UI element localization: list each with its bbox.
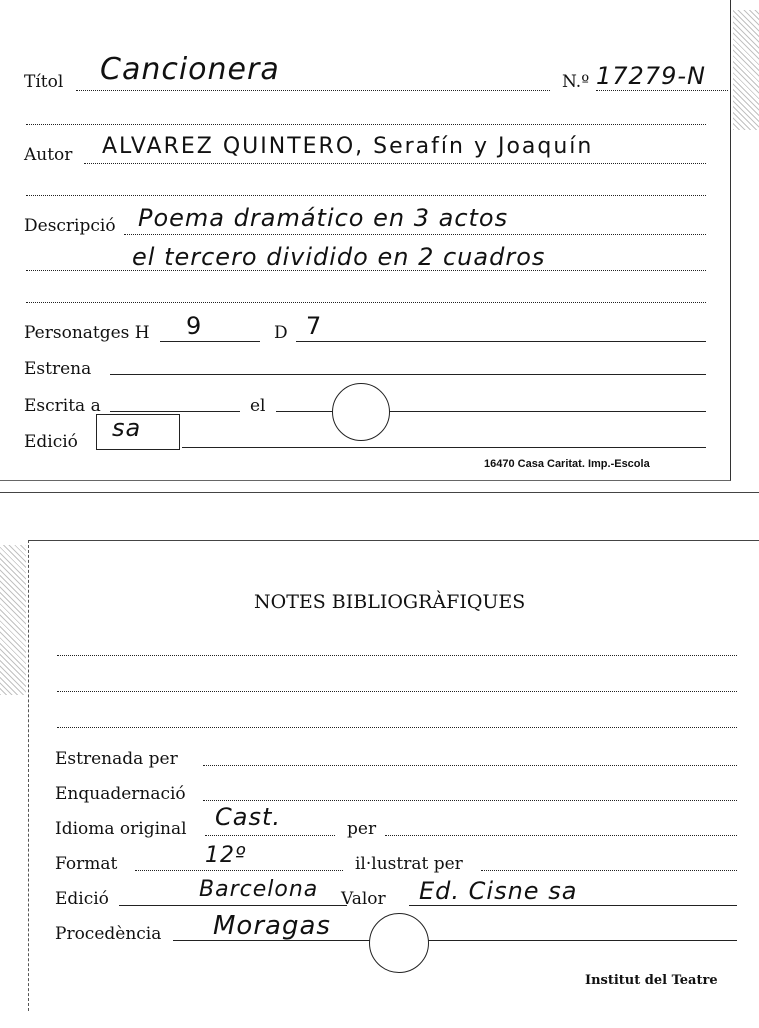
personatges-h-value: 9 xyxy=(186,312,203,340)
edicio-label-2: Edició xyxy=(55,889,109,909)
procedencia-value: Moragas xyxy=(213,911,331,941)
blank-line xyxy=(57,691,737,692)
titol-line xyxy=(76,90,550,91)
procedencia-label: Procedència xyxy=(55,924,162,944)
edicio-line-2 xyxy=(119,905,347,906)
per-line xyxy=(385,835,737,836)
notes-card xyxy=(28,540,759,1011)
autor-line xyxy=(84,163,706,164)
stamp-circle xyxy=(332,383,390,441)
il-lustrat-line xyxy=(481,870,737,871)
edicio-value: sa xyxy=(112,414,142,442)
descripcio-line1: Poema dramático en 3 actos xyxy=(138,204,509,232)
format-label: Format xyxy=(55,854,118,874)
per-label: per xyxy=(347,819,377,839)
valor-line xyxy=(409,905,737,906)
personatges-d-line xyxy=(296,341,706,342)
catalog-card xyxy=(0,0,731,481)
enquadernacio-label: Enquadernació xyxy=(55,784,186,804)
notes-heading: NOTES BIBLIOGRÀFIQUES xyxy=(254,591,526,613)
format-value: 12º xyxy=(205,843,247,868)
blank-line xyxy=(26,195,706,196)
titol-value: Cancionera xyxy=(100,52,280,87)
idioma-line xyxy=(205,835,335,836)
valor-value: Ed. Cisne sa xyxy=(419,877,578,905)
estrena-line xyxy=(110,374,706,375)
blank-line xyxy=(57,655,737,656)
estrenada-line xyxy=(203,765,737,766)
edicio-label: Edició xyxy=(24,432,78,452)
escrita-el-label: el xyxy=(250,396,266,416)
valor-label: Valor xyxy=(341,889,386,909)
personatges-h-line xyxy=(160,341,260,342)
blank-line xyxy=(26,302,706,303)
numero-label: N.º xyxy=(562,72,590,92)
idioma-value: Cast. xyxy=(215,803,282,831)
separator-line xyxy=(0,492,759,493)
idioma-label: Idioma original xyxy=(55,819,187,839)
escrita-label: Escrita a xyxy=(24,396,101,416)
personatges-label: Personatges H xyxy=(24,323,150,343)
format-line xyxy=(135,870,343,871)
estrena-label: Estrena xyxy=(24,359,92,379)
autor-value: ALVAREZ QUINTERO, Serafín y Joaquín xyxy=(102,134,594,159)
printer-imprint: 16470 Casa Caritat. Imp.-Escola xyxy=(484,458,650,470)
descripcio-label: Descripció xyxy=(24,216,116,236)
numero-value: 17279-N xyxy=(596,62,706,90)
blank-line xyxy=(26,124,706,125)
paper-speckle xyxy=(733,10,759,130)
blank-line xyxy=(57,727,737,728)
numero-line xyxy=(596,90,728,91)
enquadernacio-line xyxy=(203,800,737,801)
edicio-value-2: Barcelona xyxy=(199,877,319,902)
il-lustrat-label: il·lustrat per xyxy=(355,854,463,874)
institut-label: Institut del Teatre xyxy=(585,973,718,988)
paper-speckle xyxy=(0,545,26,695)
descripcio-line xyxy=(124,234,706,235)
escrita-a-line xyxy=(110,411,240,412)
stamp-circle xyxy=(369,913,429,973)
personatges-d-label: D xyxy=(274,323,288,343)
estrenada-label: Estrenada per xyxy=(55,749,178,769)
descripcio-line2: el tercero dividido en 2 cuadros xyxy=(132,243,546,271)
personatges-d-value: 7 xyxy=(306,312,323,340)
titol-label: Títol xyxy=(24,72,64,92)
autor-label: Autor xyxy=(24,145,73,165)
edicio-line xyxy=(182,447,706,448)
